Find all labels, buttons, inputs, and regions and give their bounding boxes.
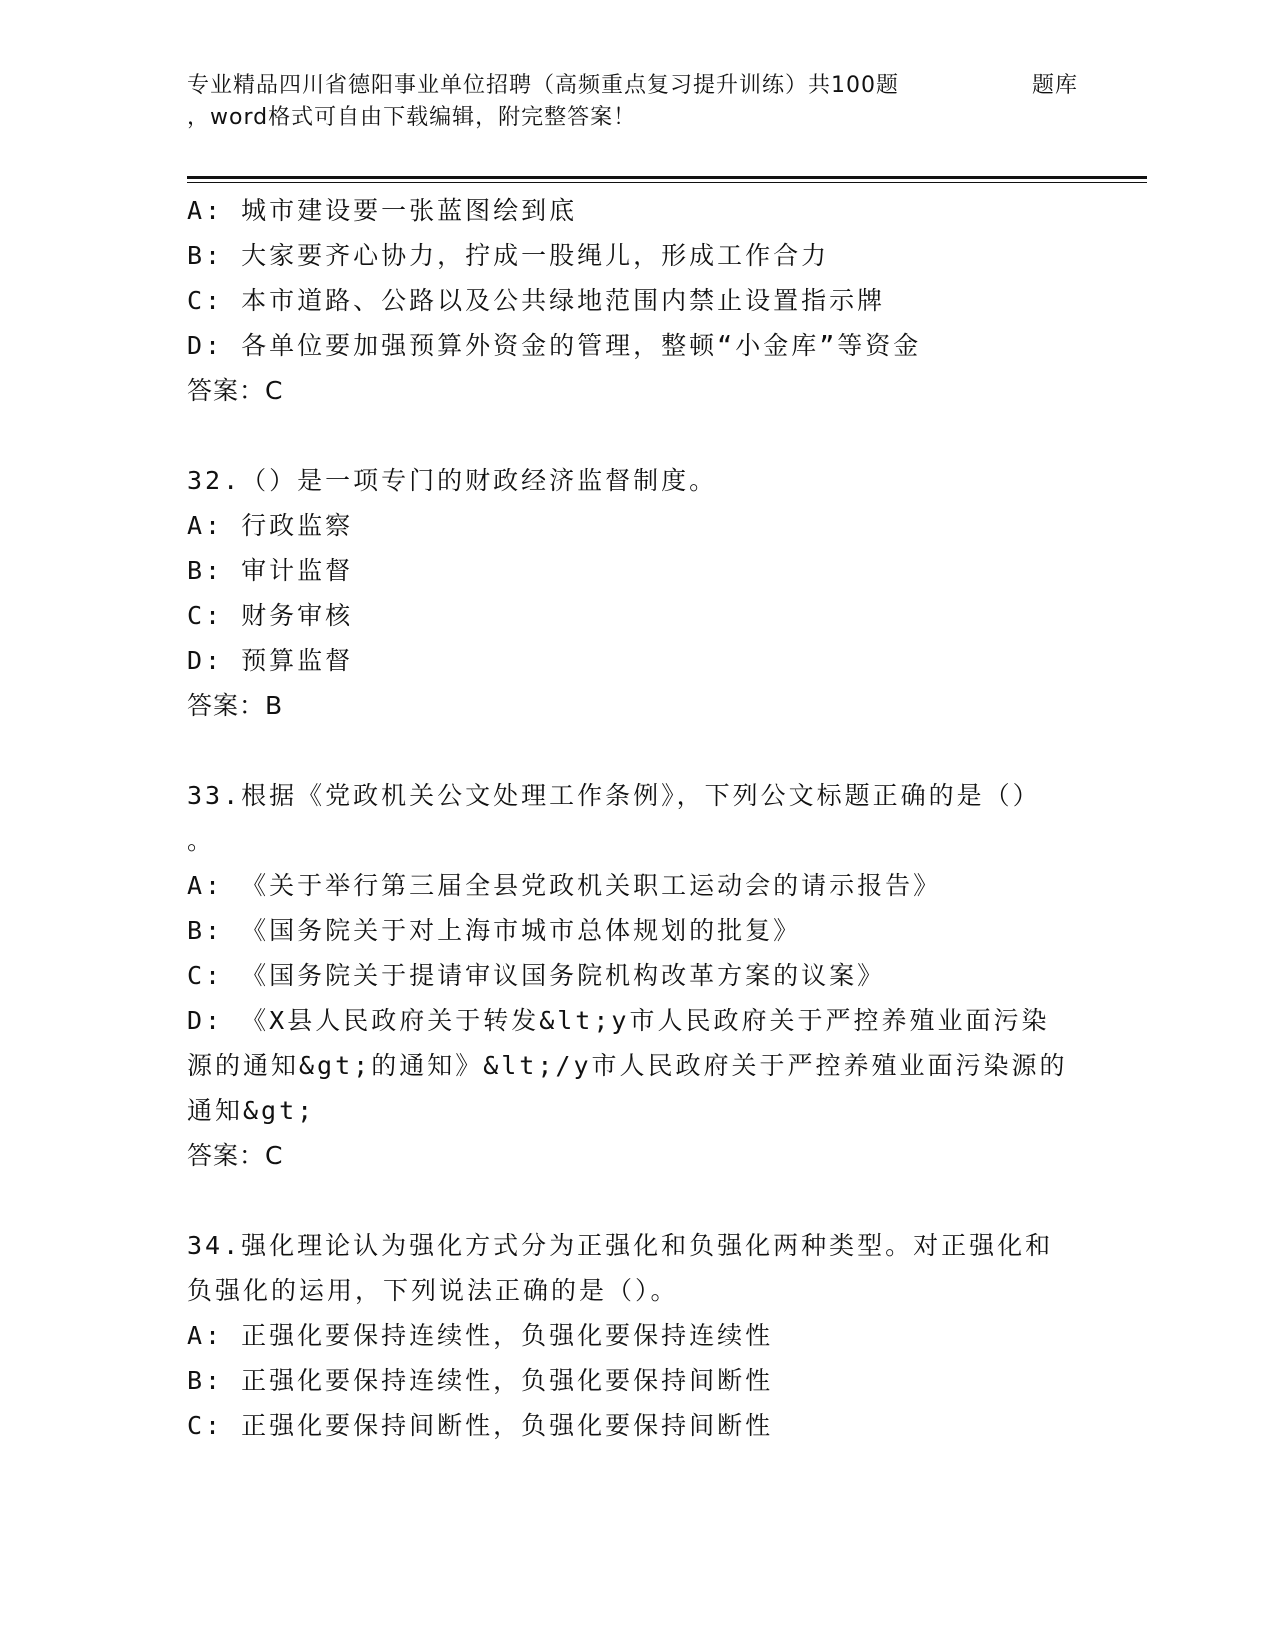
header-title-line-1: 专业精品四川省德阳事业单位招聘（高频重点复习提升训练）共100题	[187, 73, 899, 98]
question-34	[187, 1223, 1087, 1448]
option-d-line-1: D: 《X县人民政府关于转发&lt;y市人民政府关于严控养殖业面污染	[187, 1006, 1050, 1035]
option-d: D: 预算监督	[187, 646, 354, 675]
question-text: 32.（）是一项专门的财政经济监督制度。	[187, 466, 718, 495]
question-spacer	[187, 1178, 1087, 1223]
option-a: A: 城市建设要一张蓝图绘到底	[187, 196, 578, 225]
answer: 答案：C	[187, 1141, 284, 1170]
option-d-line-2: 源的通知&gt;的通知》&lt;/y市人民政府关于严控养殖业面污染源的	[187, 1051, 1068, 1080]
option-a: A: 《关于举行第三届全县党政机关职工运动会的请示报告》	[187, 871, 942, 900]
header-divider-thick	[187, 176, 1147, 179]
option-d: D: 各单位要加强预算外资金的管理，整顿“小金库”等资金	[187, 331, 922, 360]
question-text-line-1: 33.根据《党政机关公文处理工作条例》，下列公文标题正确的是（）	[187, 781, 1041, 810]
question-32	[187, 458, 1087, 728]
question-text-line-2: 。	[187, 826, 216, 855]
page-header	[187, 70, 1147, 134]
question-text-line-1: 34.强化理论认为强化方式分为正强化和负强化两种类型。对正强化和	[187, 1231, 1054, 1260]
question-31	[187, 188, 1087, 413]
header-tag: 题库	[1032, 73, 1079, 98]
option-b: B: 大家要齐心协力，拧成一股绳儿，形成工作合力	[187, 241, 830, 270]
option-c: C: 正强化要保持间断性，负强化要保持间断性	[187, 1411, 774, 1440]
header-divider-thin	[187, 182, 1147, 183]
option-d-line-3: 通知&gt;	[187, 1096, 316, 1125]
option-a: A: 正强化要保持连续性，负强化要保持连续性	[187, 1321, 774, 1350]
option-c: C: 财务审核	[187, 601, 354, 630]
question-content	[187, 188, 1087, 1448]
option-c: C: 本市道路、公路以及公共绿地范围内禁止设置指示牌	[187, 286, 886, 315]
question-spacer	[187, 728, 1087, 773]
question-text-line-2: 负强化的运用，下列说法正确的是（）。	[187, 1276, 679, 1305]
answer: 答案：B	[187, 691, 284, 720]
option-b: B: 审计监督	[187, 556, 354, 585]
question-spacer	[187, 413, 1087, 458]
option-c: C: 《国务院关于提请审议国务院机构改革方案的议案》	[187, 961, 886, 990]
option-b: B: 正强化要保持连续性，负强化要保持间断性	[187, 1366, 774, 1395]
header-title-line-2: ，word格式可自由下载编辑，附完整答案！	[187, 105, 637, 130]
question-33	[187, 773, 1087, 1178]
option-a: A: 行政监察	[187, 511, 354, 540]
option-b: B: 《国务院关于对上海市城市总体规划的批复》	[187, 916, 802, 945]
answer: 答案：C	[187, 376, 284, 405]
